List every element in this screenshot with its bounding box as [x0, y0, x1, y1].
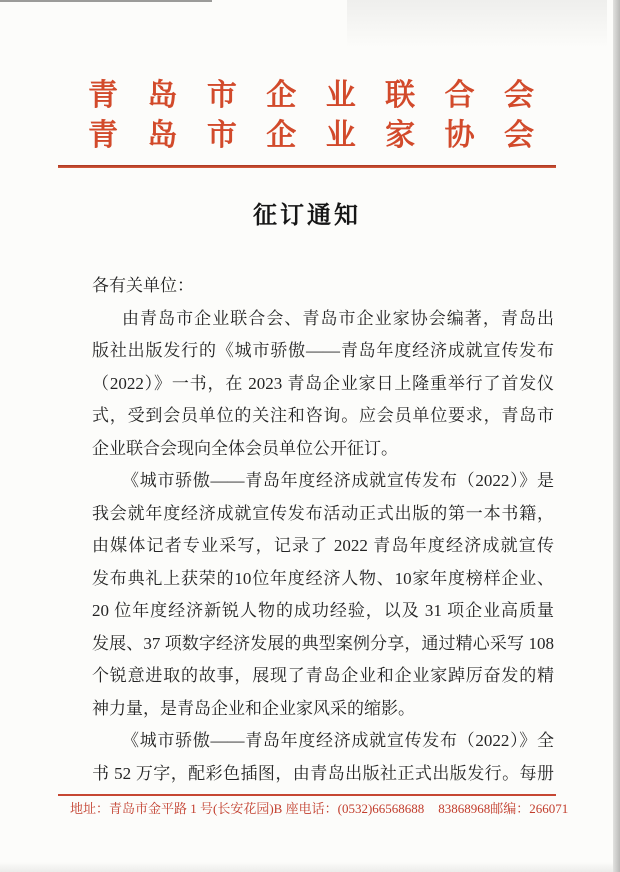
letterhead-org-line2: 青岛市企业家协会 [88, 119, 534, 152]
document-title: 征订通知 [253, 203, 361, 229]
body-line: 神力量，是青岛企业和企业家风采的缩影。 [92, 698, 415, 718]
body-line: 发展、37 项数字经济发展的典型案例分享，通过精心采写 108 [92, 633, 554, 653]
body-line: 书 52 万字，配彩色插图，由青岛出版社正式出版发行。每册 [92, 763, 554, 783]
scan-shadow-top-right [347, 0, 607, 48]
body-line: 企业联合会现向全体会员单位公开征订。 [92, 438, 398, 458]
footer-phone-label: 电话： [298, 801, 338, 816]
footer-phone-number-2: 83868968 [438, 801, 491, 816]
body-line: 版社出版发行的《城市骄傲——青岛年度经济成就宣传发布 [92, 341, 554, 360]
footer-contact-line [70, 800, 569, 818]
footer-rule [58, 794, 556, 796]
body-line: 《城市骄傲——青岛年度经济成就宣传发布（2022）》全 [122, 731, 554, 750]
letterhead-org-line1: 青岛市企业联合会 [88, 79, 534, 112]
body-line: （2022）》一书，在 2023 青岛企业家日上隆重举行了首发仪 [92, 373, 554, 393]
letterhead [88, 76, 534, 156]
scan-edge-top [0, 0, 212, 2]
body-line: 式，受到会员单位的关注和咨询。应会员单位要求，青岛市 [92, 406, 554, 425]
body-line: 由青岛市企业联合会、青岛市企业家协会编著，青岛出 [122, 308, 554, 328]
body-line: 20 位年度经济新锐人物的成功经验，以及 31 项企业高质量 [92, 601, 554, 620]
letterhead-rule [58, 165, 556, 168]
footer-postcode: 邮编：266071 [490, 801, 569, 816]
scan-shadow-bottom [0, 862, 614, 872]
body-line: 《城市骄傲——青岛年度经济成就宣传发布（2022）》是 [122, 471, 554, 490]
document-body [92, 270, 554, 790]
body-line: 我会就年度经济成就宣传发布活动正式出版的第一本书籍， [92, 503, 554, 523]
scan-edge-right [613, 0, 620, 872]
footer-address: 地址：青岛市金平路 1 号(长安花园)B 座 [70, 801, 299, 816]
footer-phone-number-1: (0532)66568688 [337, 801, 425, 816]
body-line: 发布典礼上获荣的10位年度经济人物、10家年度榜样企业、 [92, 568, 554, 588]
body-line: 个锐意进取的故事，展现了青岛企业和企业家踔厉奋发的精 [92, 666, 554, 685]
body-line: 由媒体记者专业采写，记录了 2022 青岛年度经济成就宣传 [92, 536, 554, 555]
salutation-line: 各有关单位： [92, 276, 194, 295]
footer-phone [299, 800, 491, 818]
